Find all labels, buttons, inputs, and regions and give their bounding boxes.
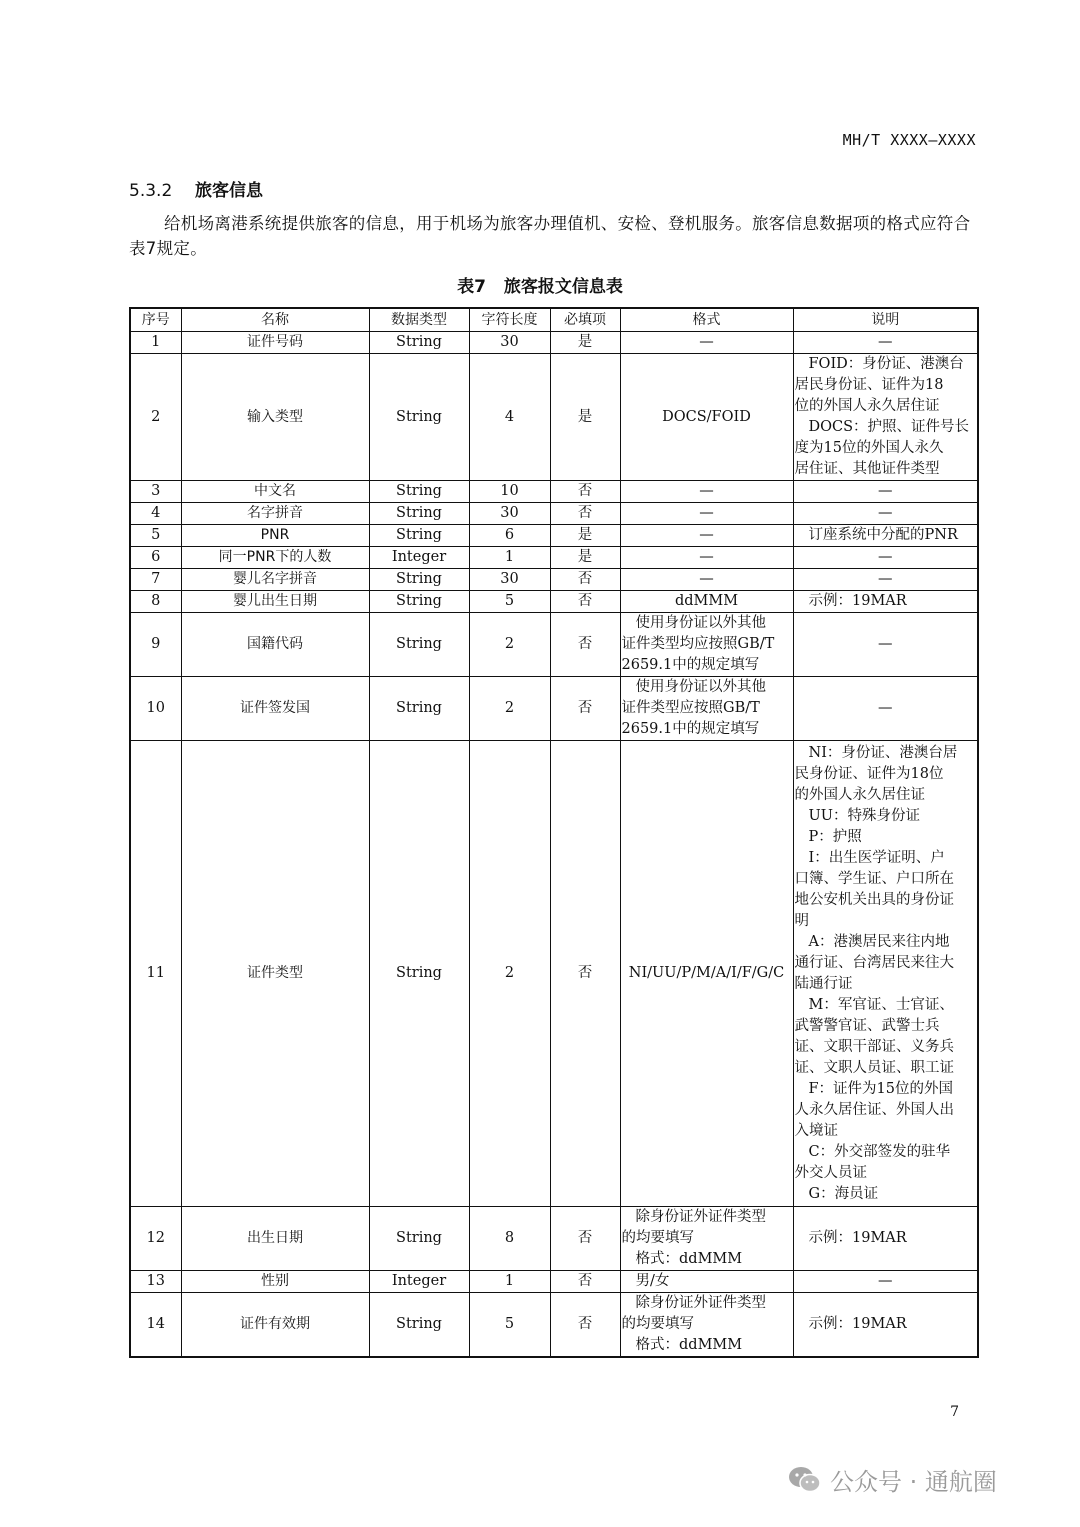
section-title: 旅客信息 (195, 181, 263, 201)
description-line: DOCS：护照、证件号长 (808, 419, 970, 435)
name-cell: 同一PNR下的人数 (181, 547, 369, 569)
watermark-text: 公众号 · 通航圈 (830, 1468, 997, 1496)
description-line: 通行证、台湾居民来往大 (794, 954, 954, 971)
table-row (130, 354, 978, 481)
length-cell: 1 (469, 547, 550, 569)
table-caption-number: 表7 (457, 277, 486, 297)
header-cell: 名称 (181, 308, 369, 332)
data-type-cell: Integer (369, 547, 469, 569)
row-number-cell: 1 (130, 332, 181, 354)
row-number-cell: 12 (130, 1207, 181, 1271)
required-cell: 否 (550, 1293, 620, 1358)
name-cell: 婴儿出生日期 (181, 591, 369, 613)
table-row (130, 332, 978, 354)
length-cell: 4 (469, 354, 550, 481)
row-number-cell: 5 (130, 525, 181, 547)
required-cell: 是 (550, 547, 620, 569)
description-line: 居住证、其他证件类型 (794, 461, 940, 477)
table-row (130, 613, 978, 677)
format-line: 2659.1中的规定填写 (621, 657, 760, 673)
description-cell (793, 525, 978, 547)
name-cell: 证件有效期 (181, 1293, 369, 1358)
length-cell: 8 (469, 1207, 550, 1271)
row-number-cell: 7 (130, 569, 181, 591)
required-cell: 否 (550, 481, 620, 503)
header-cell: 数据类型 (369, 308, 469, 332)
table-row (130, 503, 978, 525)
name-cell: 证件类型 (181, 741, 369, 1207)
description-cell (793, 677, 978, 741)
header-cell: 字符长度 (469, 308, 550, 332)
section-paragraph: 给机场离港系统提供旅客的信息，用于机场为旅客办理值机、安检、登机服务。旅客信息数据项的格式应符合表7规定。 (129, 214, 971, 258)
description-cell (793, 481, 978, 503)
description-line: M：军官证、士官证、 (808, 996, 954, 1013)
data-type-cell: Integer (369, 1271, 469, 1293)
format-line: 使用身份证以外其他 (635, 679, 766, 695)
wechat-icon (788, 1466, 822, 1494)
length-cell: 1 (469, 1271, 550, 1293)
required-cell: 是 (550, 525, 620, 547)
length-cell: 2 (469, 677, 550, 741)
required-cell: 是 (550, 332, 620, 354)
description-line: G：海员证 (808, 1185, 879, 1202)
table-row (130, 741, 978, 1207)
name-cell: 出生日期 (181, 1207, 369, 1271)
format-cell (620, 354, 793, 481)
table-caption (0, 272, 1080, 297)
format-cell (620, 1293, 793, 1358)
format-cell (620, 547, 793, 569)
section-heading (129, 176, 263, 201)
description-line: 人永久居住证、外国人出 (794, 1101, 954, 1118)
description-cell (793, 547, 978, 569)
format-line: DOCS/FOID (662, 408, 751, 425)
required-cell: 否 (550, 591, 620, 613)
format-line: 使用身份证以外其他 (635, 615, 766, 631)
description-cell (793, 1293, 978, 1358)
required-cell: 否 (550, 503, 620, 525)
description-line: 入境证 (794, 1122, 838, 1139)
description-line: 的外国人永久居住证 (794, 786, 925, 803)
table-row (130, 481, 978, 503)
format-cell (620, 569, 793, 591)
description-line: 位的外国人永久居住证 (794, 398, 940, 414)
name-cell: 性别 (181, 1271, 369, 1293)
description-line: — (878, 700, 893, 716)
format-cell (620, 525, 793, 547)
format-line: 除身份证外证件类型 (635, 1295, 766, 1311)
table-row (130, 1271, 978, 1293)
table-row (130, 591, 978, 613)
data-type-cell: String (369, 1207, 469, 1271)
row-number-cell: 11 (130, 741, 181, 1207)
required-cell: 否 (550, 741, 620, 1207)
data-type-cell: String (369, 354, 469, 481)
format-cell (620, 677, 793, 741)
table-row (130, 547, 978, 569)
row-number-cell: 3 (130, 481, 181, 503)
description-line: NI：身份证、港澳台居 (808, 744, 958, 761)
description-line: 陆通行证 (794, 975, 853, 992)
description-line: FOID：身份证、港澳台 (808, 356, 964, 372)
description-cell (793, 354, 978, 481)
format-line: — (699, 483, 714, 499)
description-line: — (878, 505, 893, 521)
required-cell: 否 (550, 1271, 620, 1293)
required-cell: 是 (550, 354, 620, 481)
description-line: 口簿、学生证、户口所在 (794, 870, 954, 887)
header-cell: 格式 (620, 308, 793, 332)
required-cell: 否 (550, 677, 620, 741)
name-cell: 名字拼音 (181, 503, 369, 525)
data-type-cell: String (369, 677, 469, 741)
description-line: 地公安机关出具的身份证 (794, 891, 954, 908)
description-line: — (878, 549, 893, 565)
data-type-cell: String (369, 591, 469, 613)
table-row (130, 677, 978, 741)
data-type-cell: String (369, 741, 469, 1207)
required-cell: 否 (550, 613, 620, 677)
format-line: — (699, 505, 714, 521)
data-type-cell: String (369, 503, 469, 525)
description-line: — (878, 483, 893, 499)
description-line: 证、文职干部证、义务兵 (794, 1038, 954, 1055)
format-cell (620, 503, 793, 525)
description-line: — (878, 571, 893, 587)
watermark (788, 1462, 997, 1497)
description-line: 外交人员证 (794, 1164, 867, 1181)
data-type-cell: String (369, 1293, 469, 1358)
length-cell: 5 (469, 591, 550, 613)
format-cell (620, 1207, 793, 1271)
length-cell: 2 (469, 741, 550, 1207)
format-line: 格式：ddMMM (635, 1337, 743, 1353)
row-number-cell: 14 (130, 1293, 181, 1358)
description-line: P：护照 (808, 828, 862, 845)
description-cell (793, 591, 978, 613)
description-line: 示例：19MAR (808, 1316, 907, 1332)
description-line: A：港澳居民来往内地 (808, 933, 950, 950)
length-cell: 2 (469, 613, 550, 677)
description-cell (793, 1207, 978, 1271)
header-cell: 说明 (793, 308, 978, 332)
header-cell: 必填项 (550, 308, 620, 332)
name-cell: PNR (181, 525, 369, 547)
description-line: 订座系统中分配的PNR (808, 527, 958, 543)
format-line: 证件类型均应按照GB/T (621, 636, 775, 652)
description-line: 武警警官证、武警士兵 (794, 1017, 940, 1034)
table-row (130, 1293, 978, 1358)
data-type-cell: String (369, 569, 469, 591)
name-cell: 证件号码 (181, 332, 369, 354)
table-header-row (130, 308, 978, 332)
format-cell (620, 1271, 793, 1293)
description-line: 明 (794, 912, 809, 929)
format-line: — (699, 549, 714, 565)
description-cell (793, 569, 978, 591)
format-line: 除身份证外证件类型 (635, 1209, 766, 1225)
format-cell (620, 332, 793, 354)
format-line: 男/女 (635, 1273, 670, 1289)
length-cell: 30 (469, 503, 550, 525)
format-line: 2659.1中的规定填写 (621, 721, 760, 737)
description-line: F：证件为15位的外国 (808, 1080, 954, 1097)
description-cell (793, 1271, 978, 1293)
description-line: UU：特殊身份证 (808, 807, 920, 824)
name-cell: 中文名 (181, 481, 369, 503)
name-cell: 婴儿名字拼音 (181, 569, 369, 591)
description-cell (793, 613, 978, 677)
description-line: 示例：19MAR (808, 1230, 907, 1246)
length-cell: 6 (469, 525, 550, 547)
row-number-cell: 2 (130, 354, 181, 481)
data-type-cell: String (369, 613, 469, 677)
data-type-cell: String (369, 332, 469, 354)
format-line: 格式：ddMMM (635, 1251, 743, 1267)
header-cell: 序号 (130, 308, 181, 332)
required-cell: 否 (550, 569, 620, 591)
format-line: — (699, 334, 714, 350)
format-cell (620, 613, 793, 677)
data-type-cell: String (369, 525, 469, 547)
row-number-cell: 8 (130, 591, 181, 613)
length-cell: 30 (469, 569, 550, 591)
description-line: — (878, 636, 893, 652)
format-cell (620, 481, 793, 503)
name-cell: 证件签发国 (181, 677, 369, 741)
description-line: I：出生医学证明、户 (808, 849, 945, 866)
description-line: 示例：19MAR (808, 593, 907, 609)
table-row (130, 569, 978, 591)
format-line: 的均要填写 (621, 1230, 694, 1246)
description-cell (793, 332, 978, 354)
format-cell (620, 741, 793, 1207)
format-line: ddMMM (674, 593, 739, 609)
format-line: — (699, 527, 714, 543)
format-line: 的均要填写 (621, 1316, 694, 1332)
row-number-cell: 6 (130, 547, 181, 569)
row-number-cell: 13 (130, 1271, 181, 1293)
table-caption-title: 旅客报文信息表 (503, 277, 623, 297)
name-cell: 国籍代码 (181, 613, 369, 677)
description-line: C：外交部签发的驻华 (808, 1143, 951, 1160)
description-cell (793, 503, 978, 525)
passenger-info-table (129, 307, 979, 1358)
description-cell (793, 741, 978, 1207)
required-cell: 否 (550, 1207, 620, 1271)
row-number-cell: 10 (130, 677, 181, 741)
format-line: NI/UU/P/M/A/I/F/G/C (628, 965, 785, 981)
description-line: 民身份证、证件为18位 (794, 765, 944, 782)
format-cell (620, 591, 793, 613)
description-line: — (878, 334, 893, 350)
length-cell: 5 (469, 1293, 550, 1358)
description-line: 度为15位的外国人永久 (794, 440, 944, 456)
description-line: 证、文职人员证、职工证 (794, 1059, 954, 1076)
description-line: 居民身份证、证件为18 (794, 377, 944, 393)
section-number: 5.3.2 (129, 181, 173, 201)
row-number-cell: 4 (130, 503, 181, 525)
name-cell: 输入类型 (181, 354, 369, 481)
row-number-cell: 9 (130, 613, 181, 677)
table-row (130, 1207, 978, 1271)
length-cell: 30 (469, 332, 550, 354)
format-line: — (699, 571, 714, 587)
table-row (130, 525, 978, 547)
length-cell: 10 (469, 481, 550, 503)
data-type-cell: String (369, 481, 469, 503)
page-number: 7 (950, 1404, 959, 1420)
format-line: 证件类型应按照GB/T (621, 700, 760, 716)
description-line: — (878, 1273, 893, 1289)
standard-code: MH/T XXXX—XXXX (842, 131, 976, 149)
